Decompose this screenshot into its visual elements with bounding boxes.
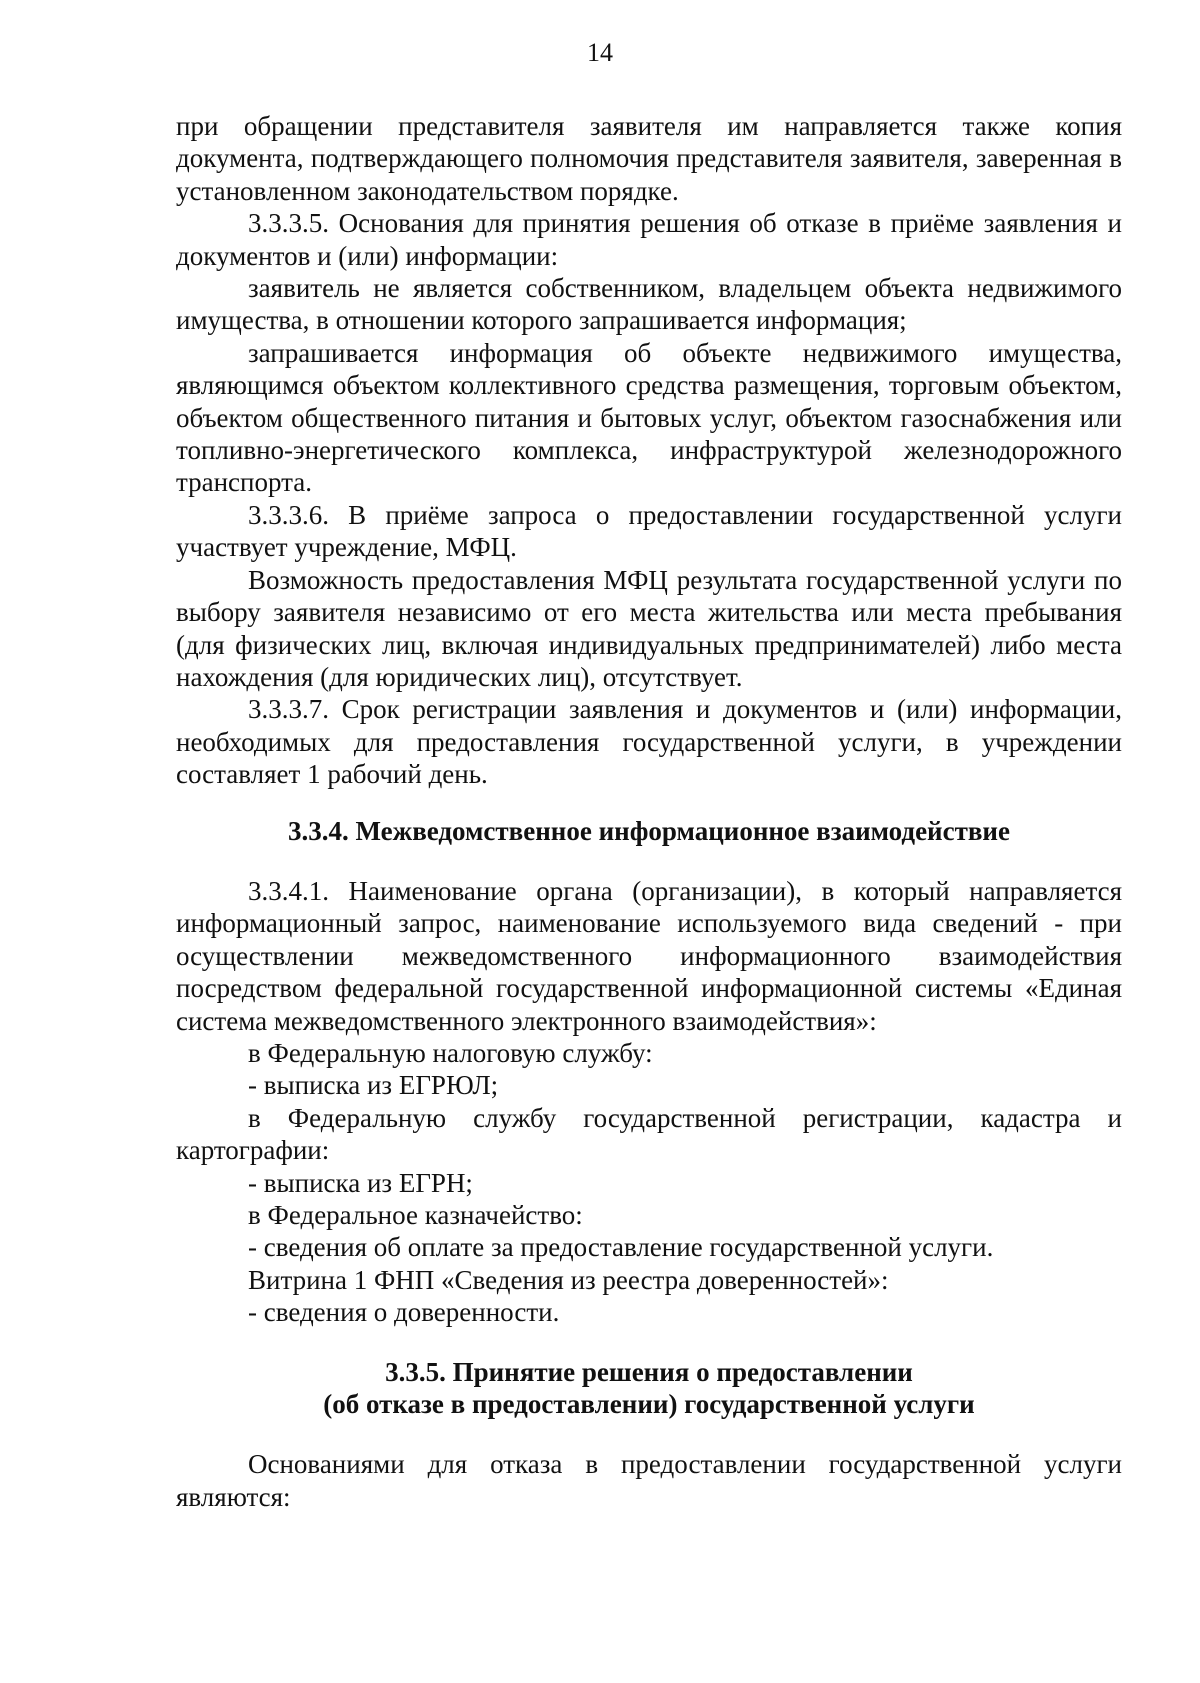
paragraph-3-3-4-1: 3.3.4.1. Наименование органа (организации), в который направляется информационный запрос, наименование используемого вида сведений - при осуществлении межведомственного информационного взаимодействия посредством федеральной государственной информационной системы «Единая система межведомственного электронного взаимодействия»:	[176, 875, 1122, 1036]
document-body	[176, 110, 1122, 1513]
paragraph-3-3-3-6: 3.3.3.6. В приёме запроса о предоставлении государственной услуги участвует учреждение, МФЦ.	[176, 499, 1122, 563]
paragraph-representative-copy: при обращении представителя заявителя им направляется также копия документа, подтверждающего полномочия представителя заявителя, заверенная в установленном законодательством порядке.	[176, 111, 1122, 206]
list-item-power-of-attorney: - сведения о доверенности.	[248, 1297, 560, 1328]
list-item-vitrina: Витрина 1 ФНП «Сведения из реестра доверенностей»:	[248, 1264, 889, 1295]
section-heading-3-3-5-line2: (об отказе в предоставлении) государственной услуги	[323, 1389, 975, 1420]
list-item-egrul: - выписка из ЕГРЮЛ;	[248, 1070, 499, 1101]
section-heading-3-3-5-line1: 3.3.5. Принятие решения о предоставлении	[385, 1356, 913, 1387]
section-heading-3-3-4: 3.3.4. Межведомственное информационное взаимодействие	[288, 815, 1010, 846]
section-heading-3-3-5	[176, 1356, 1122, 1421]
paragraph-3-3-3-7: 3.3.3.7. Срок регистрации заявления и документов и (или) информации, необходимых для предоставления государственной услуги, в учреждении составляет 1 рабочий день.	[176, 694, 1122, 790]
list-item-treasury: в Федеральное казначейство:	[248, 1200, 583, 1230]
paragraph-not-owner: заявитель не является собственником, владельцем объекта недвижимого имущества, в отношении которого запрашивается информация;	[176, 273, 1122, 336]
list-item-fns: в Федеральную налоговую службу:	[248, 1037, 653, 1068]
paragraph-3-3-3-5: 3.3.3.5. Основания для принятия решения об отказе в приёме заявления и документов и (или) информации:	[176, 208, 1122, 271]
list-item-rosreestr: в Федеральную службу государственной регистрации, кадастра и картографии:	[176, 1102, 1122, 1166]
paragraph-mfc-possibility: Возможность предоставления МФЦ результата государственной услуги по выбору заявителя независимо от его места жительства или места пребывания (для физических лиц, включая индивидуальных предпринимателей) либо места нахождения (для юридических лиц), отсутствует.	[176, 564, 1122, 692]
paragraph-object-types: запрашивается информация об объекте недвижимого имущества, являющимся объектом коллективного средства размещения, торговым объектом, объектом общественного питания и бытовых услуг, объектом газоснабжения или топливно-энергетического комплекса, инфраструктурой железнодорожного транспорта.	[176, 337, 1122, 498]
page-number: 14	[587, 38, 613, 67]
list-item-payment-info: - сведения об оплате за предоставление государственной услуги.	[248, 1232, 994, 1263]
paragraph-refusal-grounds: Основаниями для отказа в предоставлении государственной услуги являются:	[176, 1449, 1122, 1512]
list-item-egrn: - выписка из ЕГРН;	[248, 1167, 473, 1198]
